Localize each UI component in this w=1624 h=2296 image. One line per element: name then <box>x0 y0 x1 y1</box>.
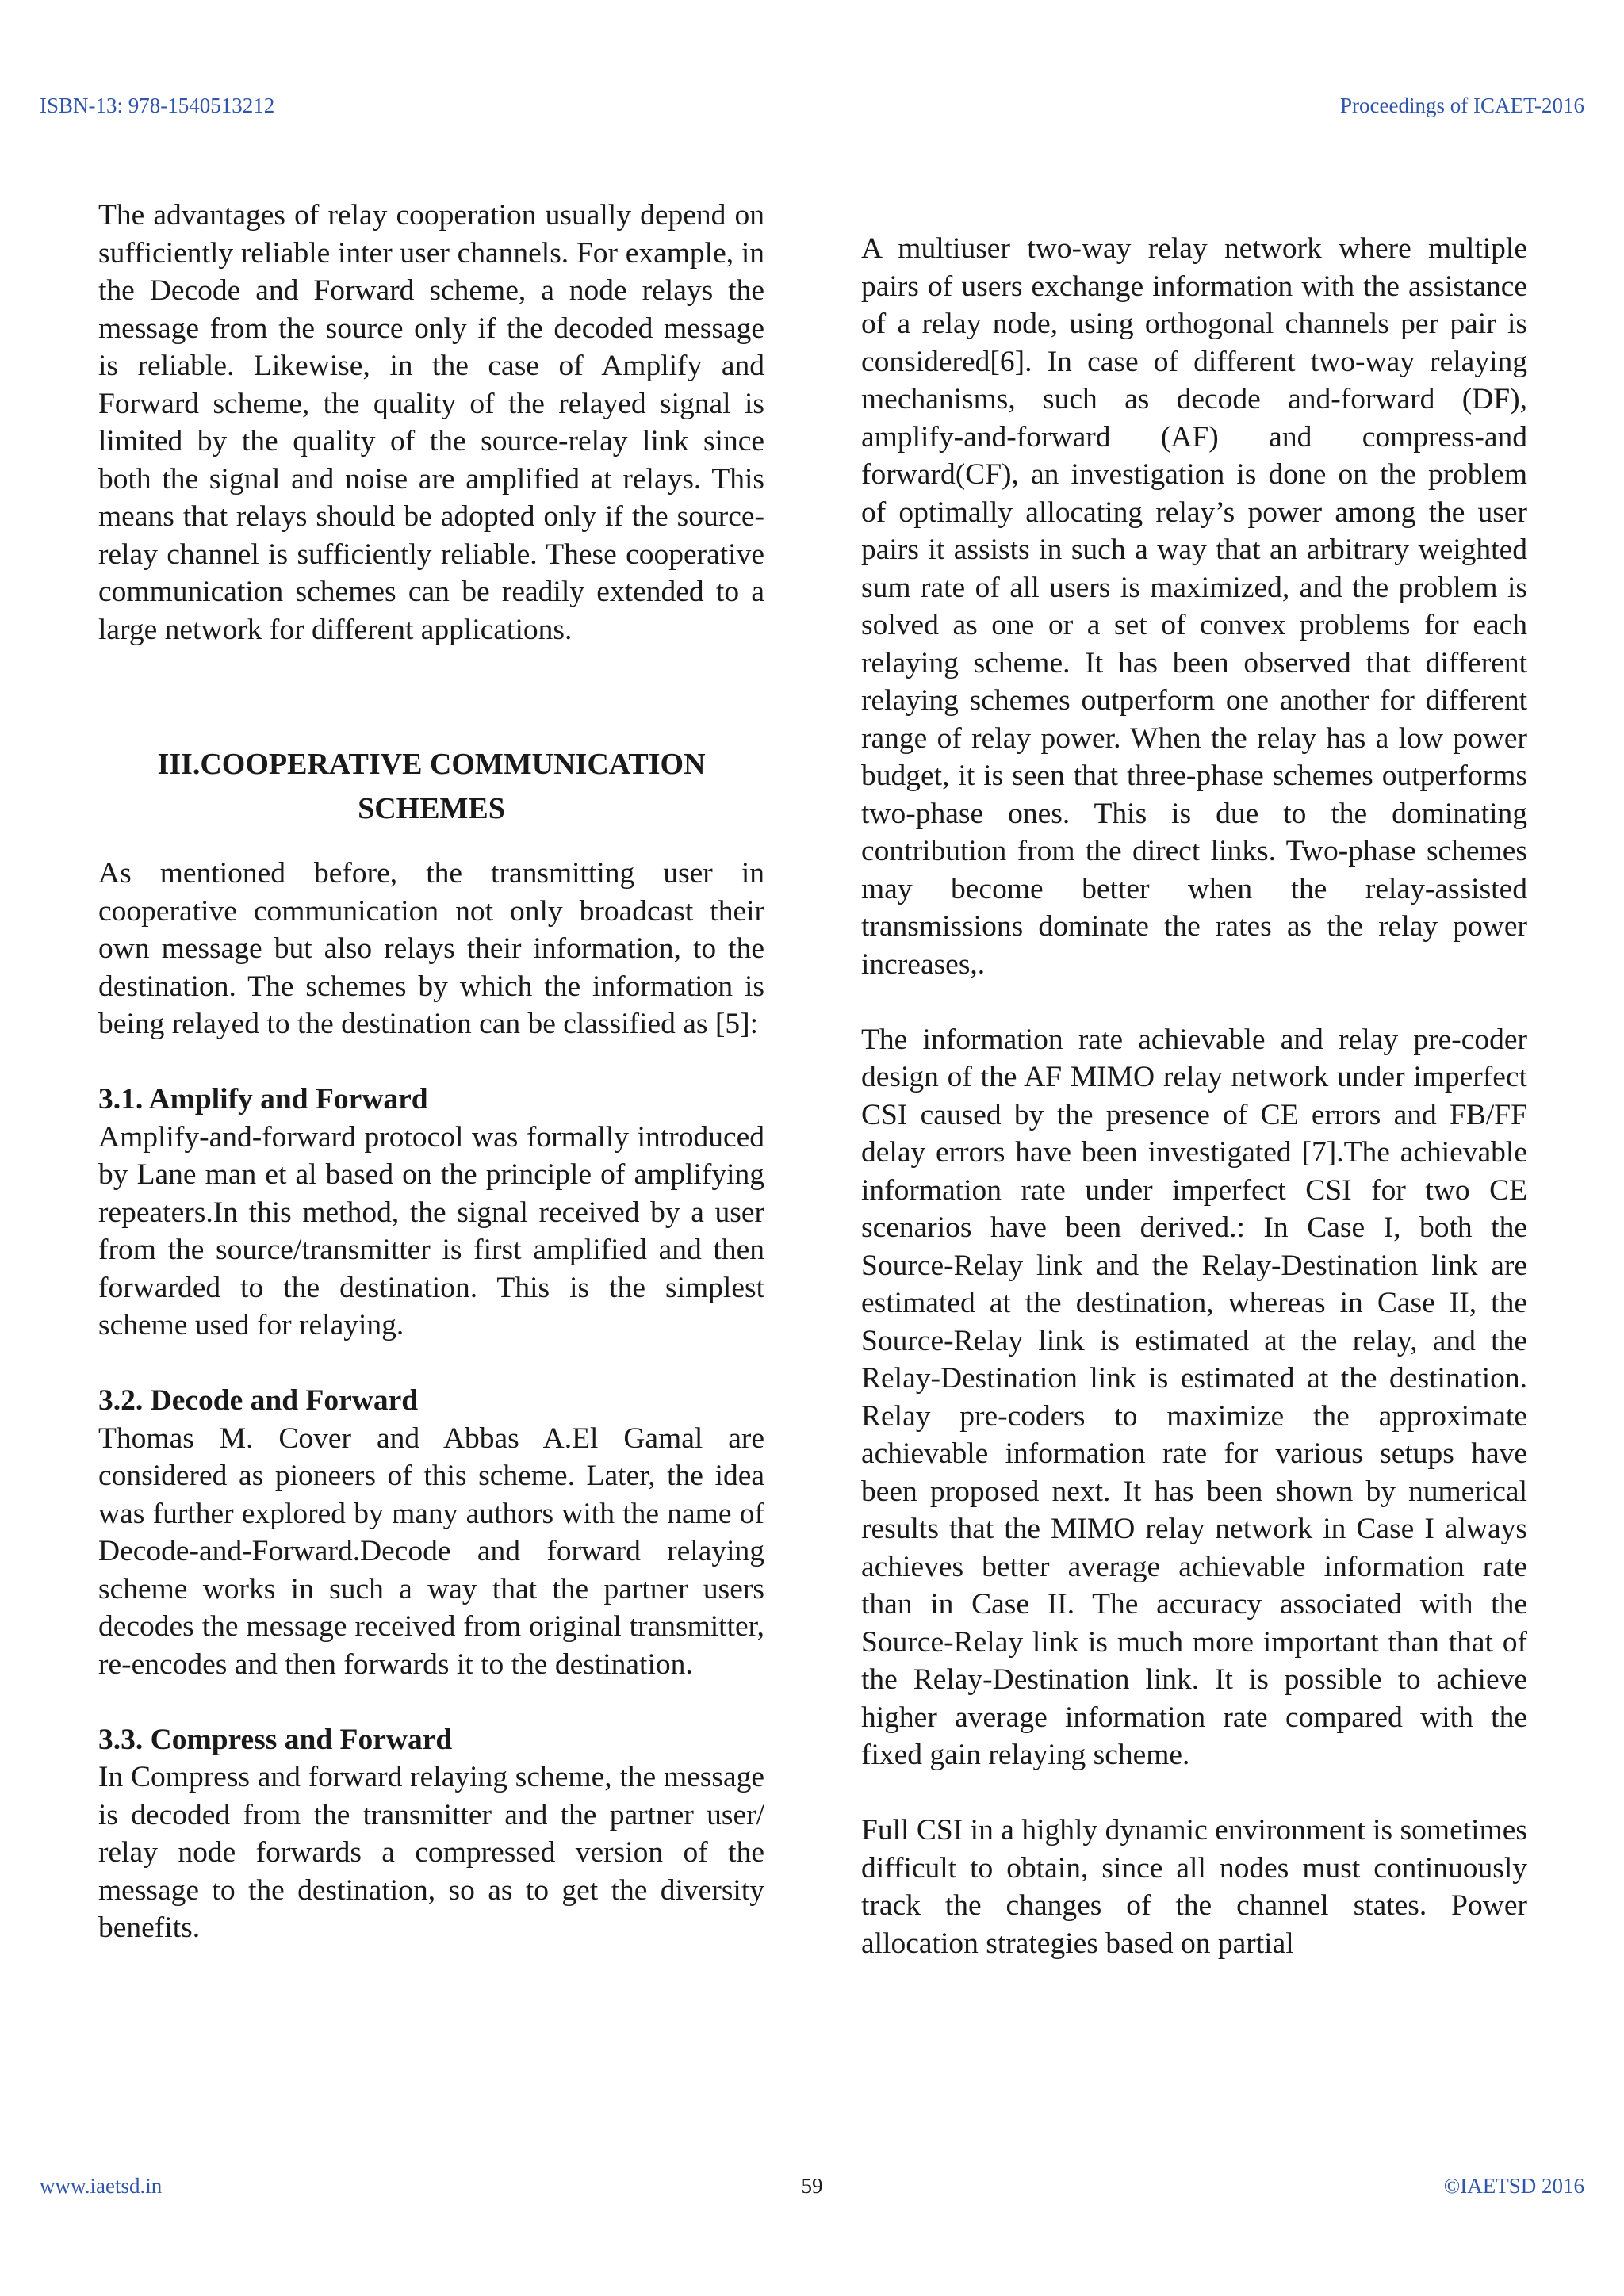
subsection-3-1-title: 3.1. Amplify and Forward <box>98 1083 428 1115</box>
footer-copyright: ©IAETSD 2016 <box>1443 2174 1584 2198</box>
right-column <box>861 230 1527 1962</box>
section-title-line2: SCHEMES <box>358 792 505 825</box>
footer-website[interactable]: www.iaetsd.in <box>40 2174 163 2198</box>
footer-page-number: 59 <box>801 2174 823 2198</box>
intro-paragraph: The advantages of relay cooperation usually depend on sufficiently reliable inter user channels. For example, in the Decode and Forward scheme, a node relays the message from the source only if the decoded message is reliable. Likewise, in the case of Amplify and Forward scheme, the quality of the relayed signal is limited by the quality of the source-relay link since both the signal and noise are amplified at relays. This means that relays should be adopted only if the source-relay channel is sufficiently reliable. These cooperative communication schemes can be readily extended to a large network for different applications. <box>98 199 764 646</box>
subsection-3-3-text: In Compress and forward relaying scheme, the message is decoded from the transmitter and the partner user/ relay node forwards a compressed version of the message to the destination, so as to get the diversity benefits. <box>98 1761 764 1944</box>
right-paragraph-3: Full CSI in a highly dynamic environment is sometimes difficult to obtain, since all nodes must continuously track the changes of the channel states. Power allocation strategies based on partial <box>861 1814 1527 1960</box>
subsection-3-2-title: 3.2. Decode and Forward <box>98 1384 419 1417</box>
subsection-3-2-text: Thomas M. Cover and Abbas A.El Gamal are considered as pioneers of this scheme. Later, the idea was further explored by many authors with the name of Decode-and-Forward.Decode and forward relaying scheme works in such a way that the partner users decodes the message received from original transmitter, re-encodes and then forwards it to the destination. <box>98 1422 764 1681</box>
header-isbn: ISBN-13: 978-1540513212 <box>40 94 275 117</box>
section-title <box>98 742 764 831</box>
right-paragraph-1: A multiuser two-way relay network where multiple pairs of users exchange information with the assistance of a relay node, using orthogonal channels per pair is considered[6]. In case of different two-way relaying mechanisms, such as decode and-forward (DF), amplify-and-forward (AF) and compress-and forward(CF), an investigation is done on the problem of optimally allocating relay’s power among the user pairs it assists in such a way that an arbitrary weighted sum rate of all users is maximized, and the problem is solved as one or a set of convex problems for each relaying scheme. It has been observed that different relaying schemes outperform one another for different range of relay power. When the relay has a low power budget, it is seen that three-phase schemes outperforms two-phase ones. This is due to the dominating contribution from the direct links. Two-phase schemes may become better when the relay-assisted transmissions dominate the rates as the relay power increases,. <box>861 232 1527 981</box>
subsection-3-3-title: 3.3. Compress and Forward <box>98 1723 453 1756</box>
section-title-line1: III.COOPERATIVE COMMUNICATION <box>157 748 706 781</box>
right-paragraph-2: The information rate achievable and relay pre-coder design of the AF MIMO relay network under imperfect CSI caused by the presence of CE errors and FB/FF delay errors have been investigated [7].The achievable information rate under imperfect CSI for two CE scenarios have been derived.: In Case I, both the Source-Relay link and the Relay-Destination link are estimated at the destination, whereas in Case II, the Source-Relay link is estimated at the relay, and the Relay-Destination link is estimated at the destination. Relay pre-coders to maximize the approximate achievable information rate for various setups have been proposed next. It has been shown by numerical results that the MIMO relay network in Case I always achieves better average achievable information rate than in Case II. The accuracy associated with the Source-Relay link is much more important than that of the Relay-Destination link. It is possible to achieve higher average information rate compared with the fixed gain relaying scheme. <box>861 1023 1527 1771</box>
left-column <box>98 197 764 1947</box>
section-intro: As mentioned before, the transmitting user in cooperative communication not only broadcast their own message but also relays their information, to the destination. The schemes by which the information is being relayed to the destination can be classified as [5]: <box>98 857 764 1040</box>
subsection-3-1-text: Amplify-and-forward protocol was formally introduced by Lane man et al based on the principle of amplifying repeaters.In this method, the signal received by a user from the source/transmitter is first amplified and then forwarded to the destination. This is the simplest scheme used for relaying. <box>98 1120 764 1341</box>
header-proceedings: Proceedings of ICAET-2016 <box>1340 94 1584 117</box>
